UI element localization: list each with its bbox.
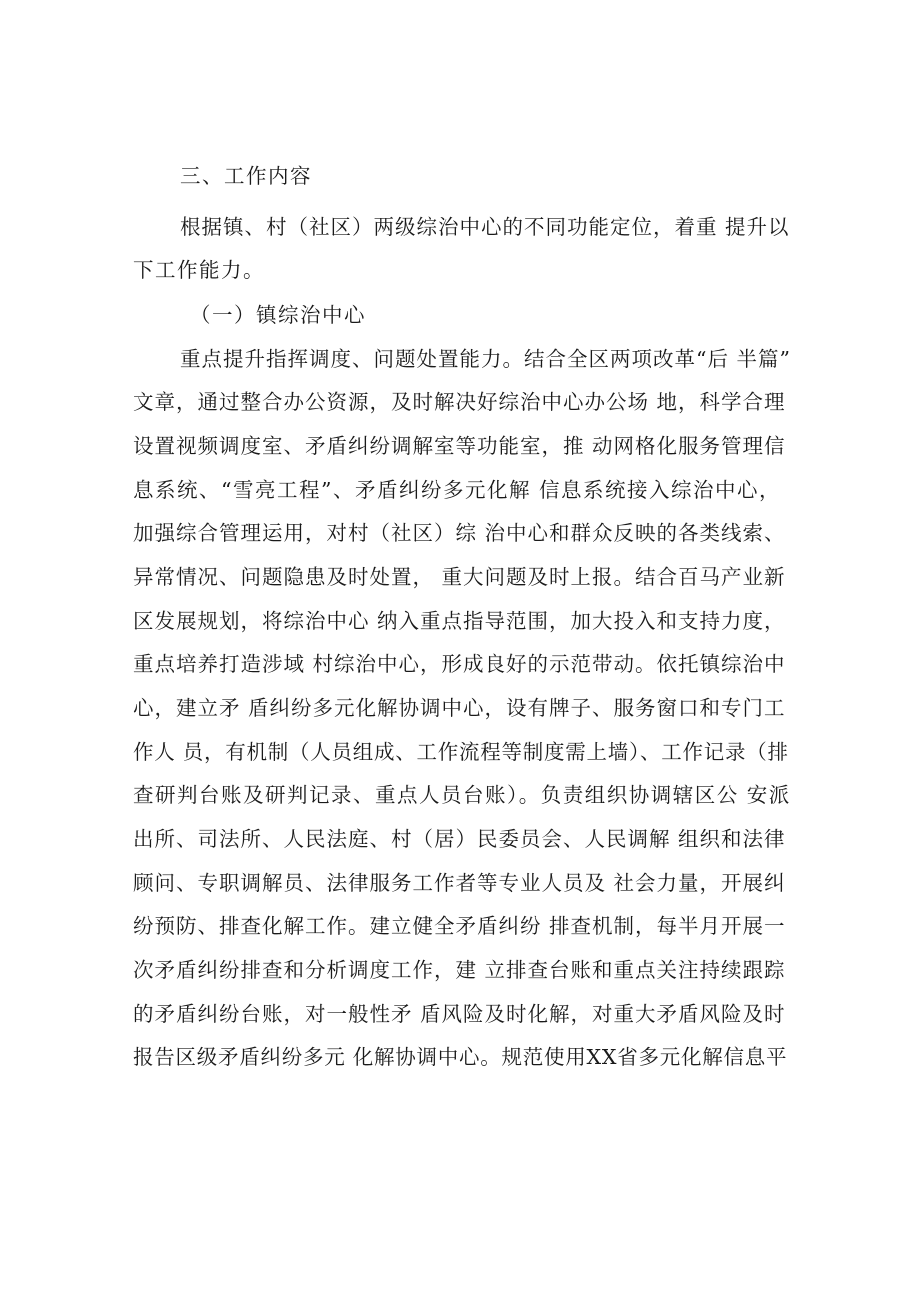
body-line: 区发展规划，将综治中心 纳入重点指导范围，加大投入和支持力度，	[133, 609, 786, 633]
body-line: 设置视频调度室、矛盾纠纷调解室等功能室，推 动网格化服务管理信	[133, 434, 786, 458]
body-line: 顾问、专职调解员、法律服务工作者等专业人员及 社会力量，开展纠	[133, 871, 786, 895]
body-line: 纷预防、排查化解工作。建立健全矛盾纠纷 排查机制，每半月开展一	[133, 914, 786, 938]
subsection-heading: （一）镇综治中心	[190, 303, 366, 327]
body-line: 异常情况、问题隐患及时处置， 重大问题及时上报。结合百马产业新	[133, 565, 786, 589]
body-line: 息系统、“雪亮工程”、矛盾纠纷多元化解 信息系统接入综治中心，	[133, 478, 781, 502]
body-line: 次矛盾纠纷排查和分析调度工作，建 立排查台账和重点关注持续跟踪	[133, 958, 786, 982]
intro-line: 下工作能力。	[133, 258, 265, 282]
body-line: 出所、司法所、人民法庭、村（居）民委员会、人民调解 组织和法律	[133, 827, 786, 851]
body-line: 查研判台账及研判记录、重点人员台账）。负责组织协调辖区公 安派	[133, 783, 791, 807]
body-line: 心，建立矛 盾纠纷多元化解协调中心，设有牌子、服务窗口和专门工	[133, 696, 786, 720]
body-line: 作人 员，有机制（人员组成、工作流程等制度需上墙）、工作记录（排	[133, 740, 789, 764]
body-line: 重点提升指挥调度、问题处置能力。结合全区两项改革“后 半篇”	[180, 347, 791, 371]
section-heading: 三、工作内容	[180, 164, 312, 188]
body-line: 的矛盾纠纷台账，对一般性矛 盾风险及时化解，对重大矛盾风险及时	[133, 1002, 786, 1026]
body-line: 加强综合管理运用，对村（社区）综 治中心和群众反映的各类线索、	[133, 521, 786, 545]
body-line: 重点培养打造涉域 村综治中心，形成良好的示范带动。依托镇综治中	[133, 652, 786, 676]
intro-line: 根据镇、村（社区）两级综治中心的不同功能定位，着重 提升以	[180, 215, 790, 239]
body-line: 报告区级矛盾纠纷多元 化解协调中心。规范使用XX省多元化解信息平	[133, 1045, 788, 1069]
body-line: 文章，通过整合办公资源，及时解决好综治中心办公场 地，科学合理	[133, 390, 786, 414]
